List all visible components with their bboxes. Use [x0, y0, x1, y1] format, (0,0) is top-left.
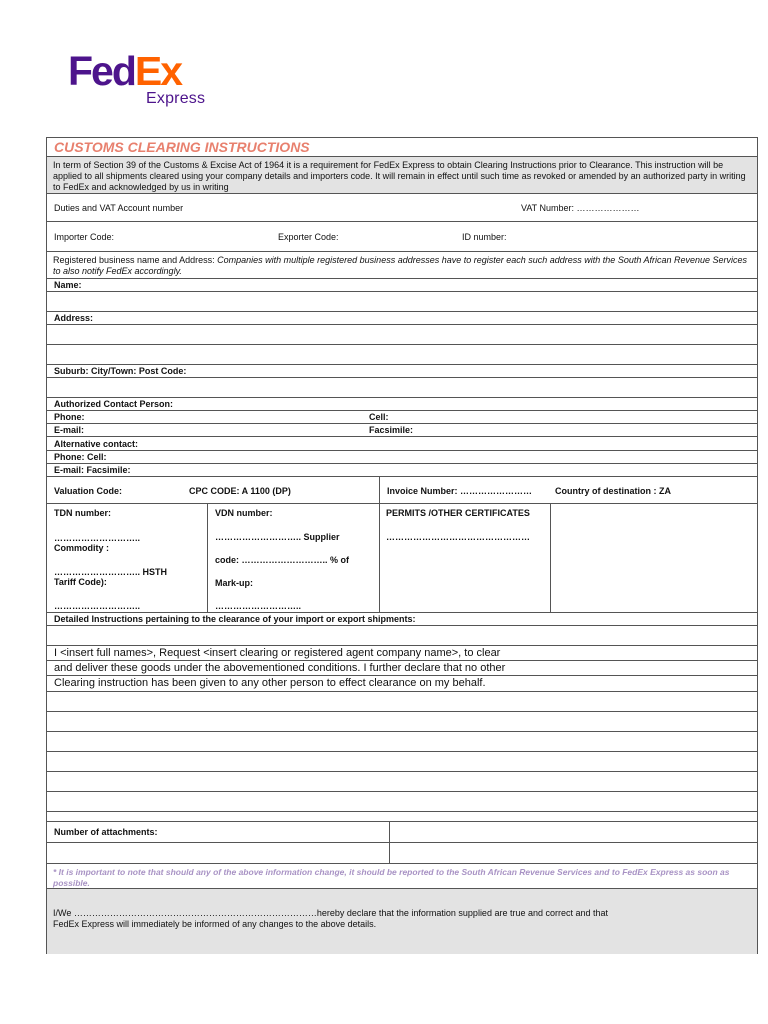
attachments-label: Number of attachments:: [54, 827, 158, 837]
attachments-row[interactable]: [47, 822, 757, 843]
detailed-field[interactable]: [47, 626, 757, 646]
phone-label: Phone:: [54, 412, 85, 422]
tariff-dots: ………………………..: [54, 601, 141, 611]
tdn-vdn-permits-row[interactable]: [47, 504, 757, 613]
instruction-line-5[interactable]: [47, 772, 757, 792]
name-field[interactable]: [47, 292, 757, 312]
duties-vat-label: Duties and VAT Account number: [54, 203, 184, 213]
registered-business-row: [47, 252, 757, 279]
markup-dots: ………………………..: [215, 601, 302, 611]
logo-fedex-wordmark: FedEx: [68, 48, 182, 94]
permits-label: PERMITS /OTHER CERTIFICATES: [386, 508, 530, 518]
suburb-field[interactable]: [47, 378, 757, 398]
fedex-express-logo: [68, 50, 218, 110]
commodity-label: Commodity :: [54, 543, 109, 553]
email-fax-row[interactable]: [47, 424, 757, 437]
declaration-line-1: I/We ………………………………………………………………………hereby declare that the information supplied are true and correct and that: [53, 908, 609, 918]
invoice-number-label: Invoice Number: ……………………: [387, 486, 533, 496]
registered-business-label: Registered business name and Address:: [53, 255, 218, 265]
instruction-line-3[interactable]: [47, 732, 757, 752]
hsth-label: ……………………….. HSTH: [54, 567, 168, 577]
address-field-1[interactable]: [47, 325, 757, 345]
tdn-dots: ………………………..: [54, 533, 141, 543]
form-title-row: [47, 138, 757, 157]
supplier-code-label: code: ……………………….. % of: [215, 555, 350, 565]
markup-label: Mark-up:: [215, 578, 253, 588]
codes-row[interactable]: [47, 222, 757, 252]
important-note: * It is important to note that should any of the above information change, it should be reported to the South African Revenue Services and to FedEx Express as soon as possible.: [47, 864, 757, 889]
importer-code-label: Importer Code:: [54, 232, 115, 242]
facsimile-label: Facsimile:: [369, 425, 414, 435]
request-line-3: Clearing instruction has been given to any other person to effect clearance on my behalf.: [47, 676, 757, 692]
address-label: Address:: [47, 312, 757, 325]
tdn-number-label: TDN number:: [54, 508, 111, 518]
logo-express: Express: [146, 90, 206, 107]
exporter-code-label: Exporter Code:: [278, 232, 339, 242]
intro-text: In term of Section 39 of the Customs & Excise Act of 1964 it is a requirement for FedEx Express to obtain Clearing Instructions prior to Clearance. This instruction will be applied to all shipments cleared using your company details and importers code. It will remain in effect until such time as revoked or amended by an authorized party in writing to FedEx and acknowledged by us in writing: [47, 157, 757, 194]
phone-cell-row[interactable]: [47, 411, 757, 424]
name-label: Name:: [47, 279, 757, 292]
form-title: CUSTOMS CLEARING INSTRUCTIONS: [54, 139, 310, 155]
registered-business-note: Companies with multiple registered business addresses have to register each such address with the South African Revenue Services to also notify FedEx accordingly.: [53, 255, 748, 276]
id-number-label: ID number:: [462, 232, 507, 242]
declaration-block: [47, 889, 757, 954]
instruction-line-2[interactable]: [47, 712, 757, 732]
email-label: E-mail:: [54, 425, 85, 435]
country-destination-label: Country of destination : ZA: [555, 486, 671, 496]
address-field-2[interactable]: [47, 345, 757, 365]
authorized-contact-label: Authorized Contact Person:: [47, 398, 757, 411]
declaration-line-2: FedEx Express will immediately be informed of any changes to the above details.: [53, 919, 377, 929]
permits-dots: …………………………………………: [386, 532, 530, 542]
request-line-2: and deliver these goods under the abovementioned conditions. I further declare that no other: [47, 661, 757, 676]
valuation-code-label: Valuation Code:: [54, 486, 123, 496]
cpc-code-label: CPC CODE: A 1100 (DP): [189, 486, 291, 496]
attachments-field-row[interactable]: [47, 843, 757, 864]
instruction-line-1[interactable]: [47, 692, 757, 712]
cell-label: Cell:: [369, 412, 389, 422]
detailed-instructions-label: Detailed Instructions pertaining to the clearance of your import or export shipments:: [47, 613, 757, 626]
vat-number-label: VAT Number: …………………: [521, 203, 640, 213]
vdn-supplier-label: ……………………….. Supplier: [215, 532, 340, 542]
tariff-code-label: Tariff Code):: [54, 577, 107, 587]
spacer-row: [47, 812, 757, 822]
alt-email-fax-label[interactable]: E-mail: Facsimile:: [47, 464, 757, 477]
vdn-number-label: VDN number:: [215, 508, 273, 518]
instruction-line-6[interactable]: [47, 792, 757, 812]
customs-clearing-form: [46, 137, 758, 954]
instruction-line-4[interactable]: [47, 752, 757, 772]
alt-phone-cell-label[interactable]: Phone: Cell:: [47, 451, 757, 464]
suburb-label: Suburb: City/Town: Post Code:: [47, 365, 757, 378]
request-line-1: I <insert full names>, Request <insert clearing or registered agent company name>, to clear: [47, 646, 757, 661]
valuation-row[interactable]: [47, 477, 757, 504]
alternative-contact-label: Alternative contact:: [47, 437, 757, 451]
duties-vat-row[interactable]: [47, 194, 757, 222]
